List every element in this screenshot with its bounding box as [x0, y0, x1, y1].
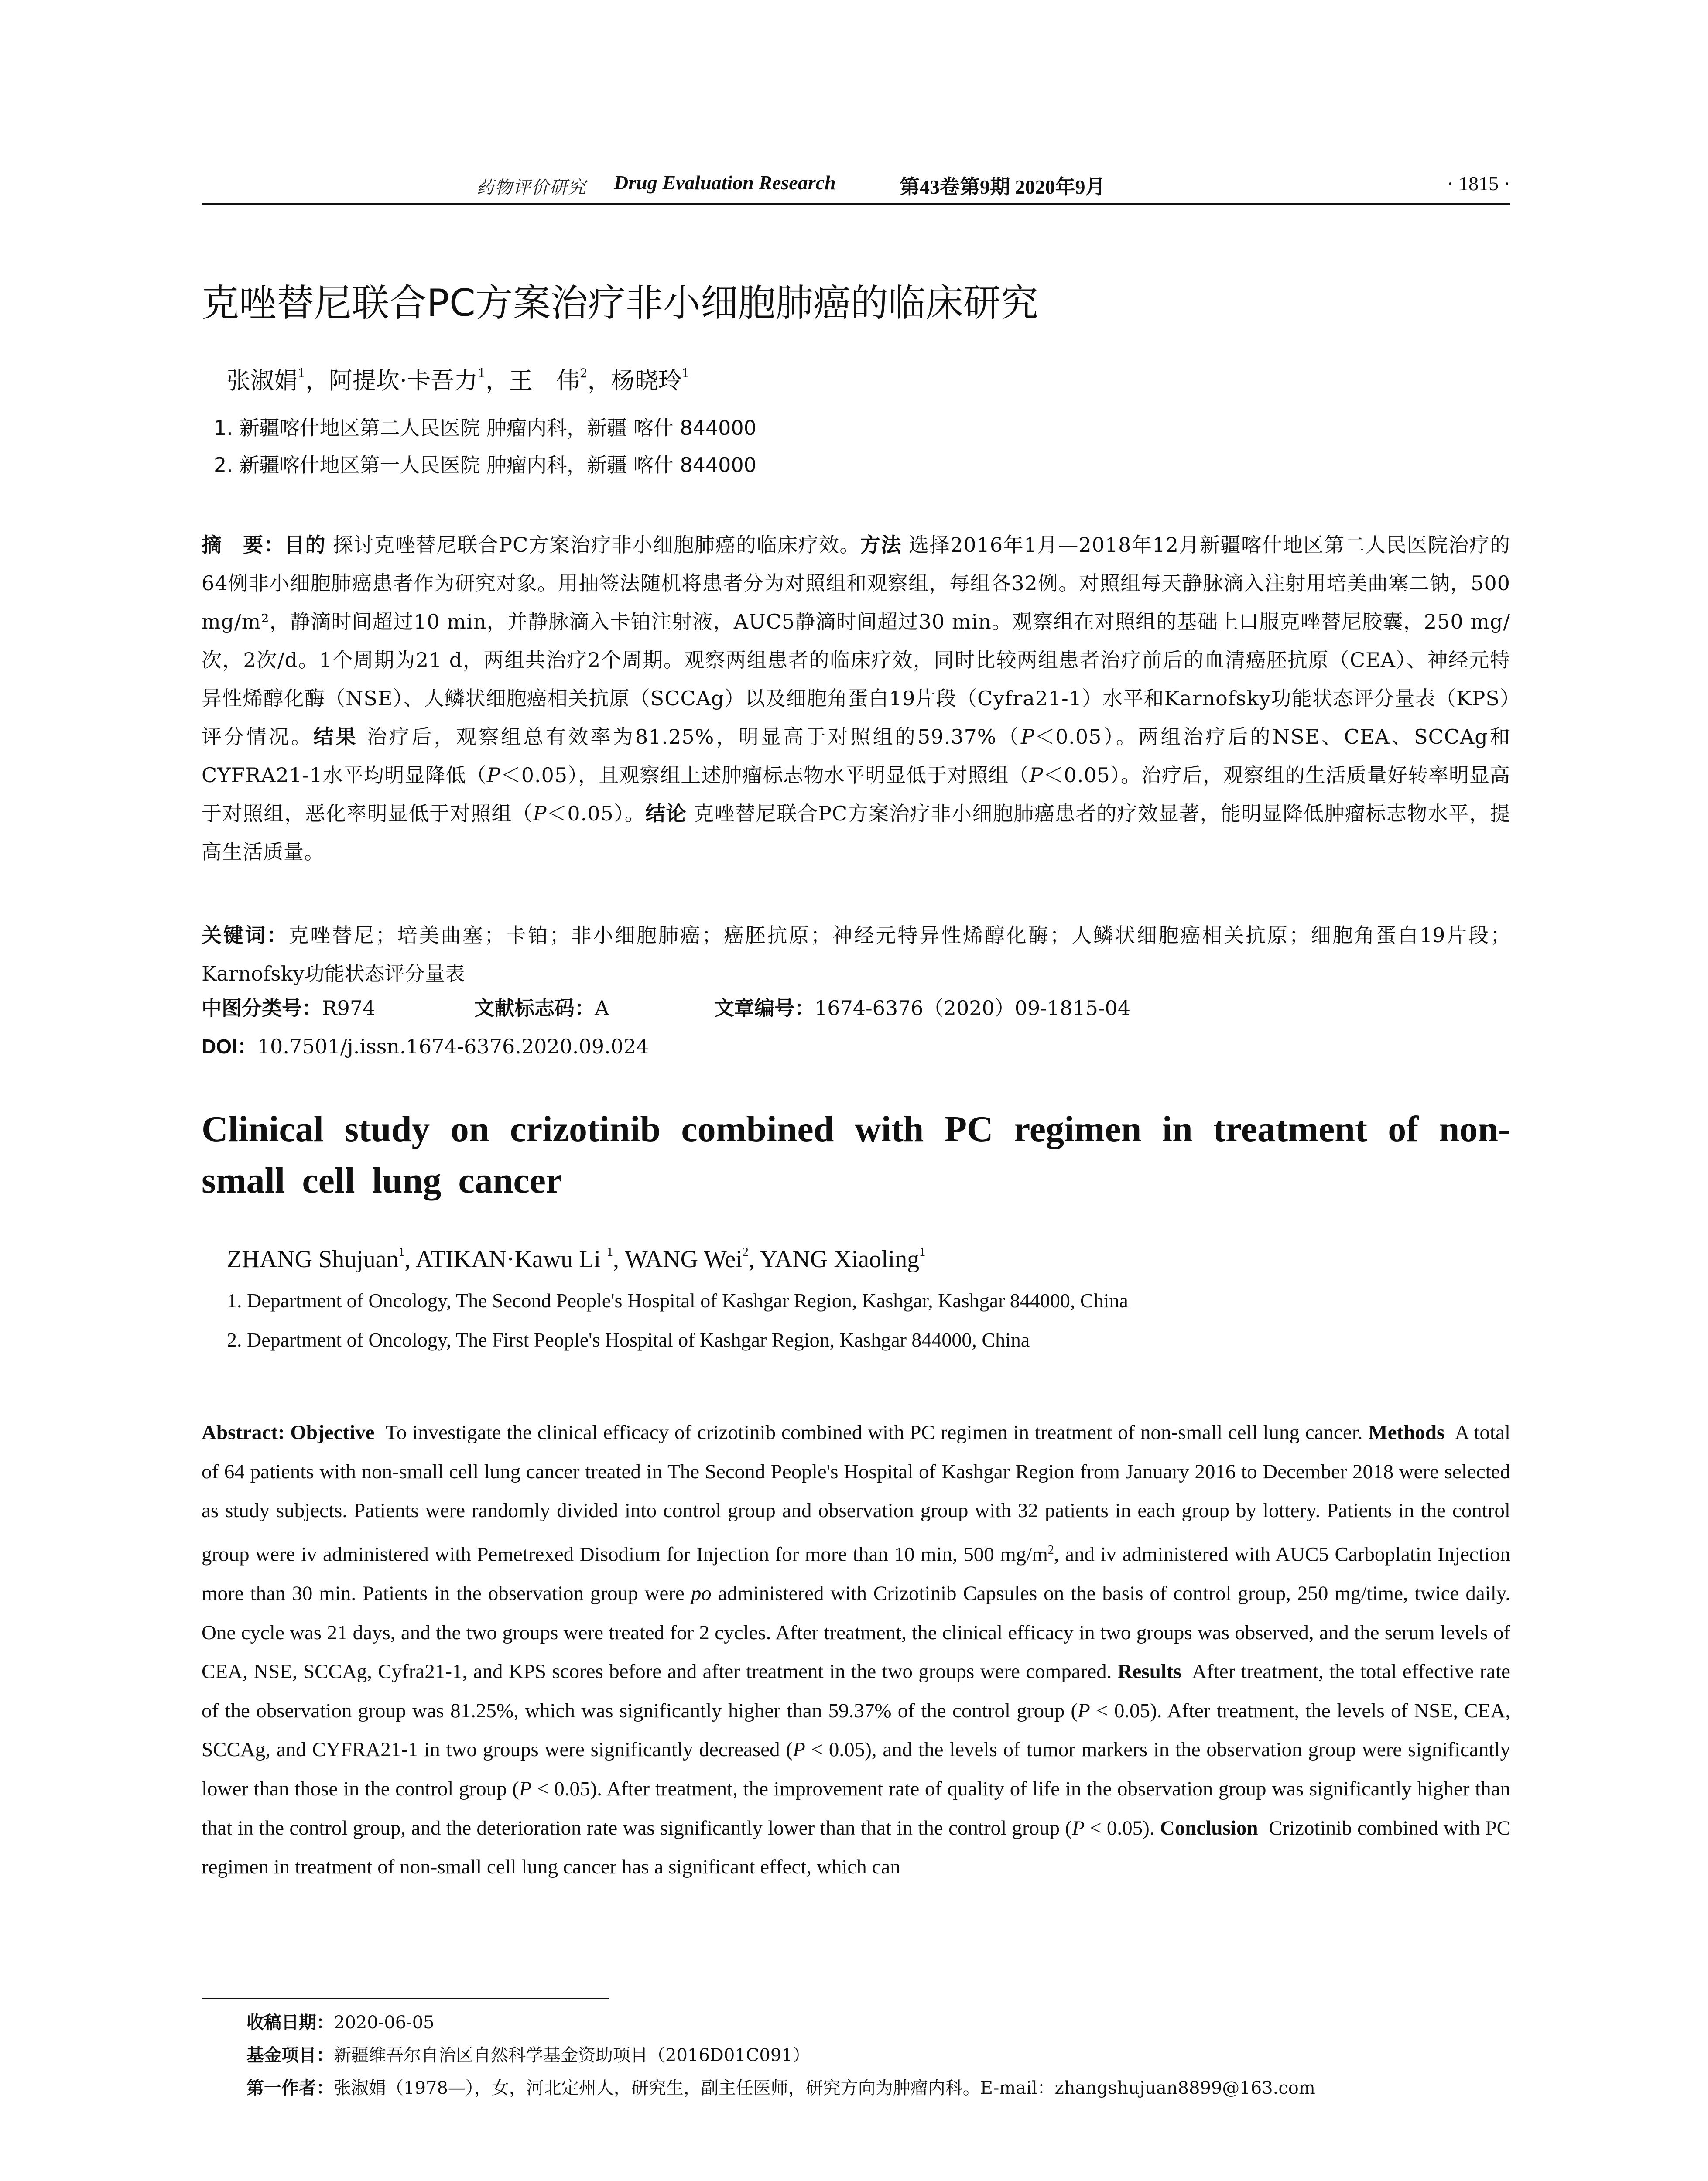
en-author-affil-mark: 1 — [919, 1245, 926, 1259]
en-author-affil-mark: 2 — [742, 1245, 749, 1259]
author-separator: , — [748, 1246, 760, 1273]
en-affiliation: 1. Department of Oncology, The Second People's Hospital of Kashgar Region, Kashgar, Kashgar 844000, China — [227, 1289, 1128, 1312]
footnote-fund — [246, 2041, 810, 2066]
footnote-received — [246, 2009, 435, 2034]
en-results-label: Results — [1117, 1660, 1181, 1683]
en-author: ZHANG Shujuan — [227, 1246, 399, 1273]
cn-keywords-label: 关键词： — [202, 923, 289, 947]
cn-affiliation: 2. 新疆喀什地区第一人民医院 肿瘤内科，新疆 喀什 844000 — [214, 453, 756, 477]
issue-info: 第43卷第9期 2020年9月 — [900, 176, 1106, 198]
cn-author: 王 伟 — [509, 367, 580, 394]
fund-value: 新疆维吾尔自治区自然科学基金资助项目（2016D01C091） — [334, 2045, 810, 2065]
en-abstract-label: Abstract: — [202, 1421, 285, 1444]
cn-title: 克唑替尼联合PC方案治疗非小细胞肺癌的临床研究 — [202, 281, 1038, 325]
cn-author-list: 张淑娟$^1$，阿提坎·卡吾力$^1$，王 伟$^2$，杨晓玲$^1$ — [227, 366, 690, 394]
en-results-text: < 0.05). — [1084, 1816, 1155, 1839]
class-number-label: 中图分类号： — [202, 996, 322, 1020]
first-author-value: 张淑娟（1978—），女，河北定州人，研究生，副主任医师，研究方向为肿瘤内科。E-mail：zhangshujuan8899@163.com — [334, 2078, 1315, 2098]
cn-author-affil-mark: 2 — [579, 366, 588, 380]
superscript: 2 — [1047, 1543, 1054, 1557]
first-author-label: 第一作者： — [246, 2078, 334, 2098]
running-header — [202, 171, 1510, 202]
author-separator: , — [613, 1246, 625, 1273]
cn-conclusion-label: 结论 — [645, 802, 687, 825]
cn-results-text: ＜0.05）。 — [547, 802, 646, 825]
cn-results-text: ＜0.05），且观察组上述肿瘤标志物水平明显低于对照组（ — [500, 763, 1030, 787]
classification-row — [202, 992, 1510, 1031]
p-value-symbol: P — [486, 763, 501, 787]
cn-abstract — [202, 526, 1510, 871]
author-separator: , — [404, 1246, 416, 1273]
p-value-symbol: P — [533, 802, 547, 825]
route-abbrev: po — [691, 1582, 712, 1605]
article-number — [714, 992, 1130, 1021]
cn-methods-text: 选择2016年1月—2018年12月新疆喀什地区第二人民医院治疗的64例非小细胞肺癌患者作为研究对象。用抽签法随机将患者分为对照组和观察组，每组各32例。对照组每天静脉滴入注射用培美曲塞二钠，500 mg/m²，静滴时间超过10 min，并静脉滴入卡铂注射液，AUC5静滴时间超过30 min。观察组在对照组的基础上口服克唑替尼胶囊，250 mg/次，2次/d。1个周期为21 d，两组共治疗2个周期。观察两组患者的临床疗效，同时比较两组患者治疗前后的血清癌胚抗原（CEA）、神经元特异性烯醇化酶（NSE）、人鳞状细胞癌相关抗原（SCCAg）以及细胞角蛋白19片段（Cyfra21-1）水平和Karnofsky功能状态评分量表（KPS）评分情况。 — [202, 533, 1511, 749]
en-author-list — [227, 1245, 925, 1273]
doi-label: DOI： — [202, 1035, 257, 1058]
cn-results-text: ＜0.05）。两组治疗后的NSE、CEA、SCCAg和CYFRA21-1水平均明显降低（ — [202, 725, 1511, 787]
en-results-text: < 0.05), and the levels of tumor markers in the observation group were significantly lower than those in the control group ( — [202, 1738, 1510, 1800]
cn-keywords — [202, 916, 1510, 993]
en-methods-text: administered with Crizotinib Capsules on the basis of control group, 250 mg/time, twice daily. One cycle was 21 days, and the two groups were treated for 2 cycles. After treatment, the clinical efficacy in two groups was observed, and the serum levels of CEA, NSE, SCCAg, Cyfra21-1, and KPS scores before and after treatment in the two groups were compared. — [202, 1582, 1511, 1683]
cn-conclusion-text: 克唑替尼联合PC方案治疗非小细胞肺癌患者的疗效显著，能明显降低肿瘤标志物水平，提高生活质量。 — [202, 802, 1511, 864]
header-rule — [202, 203, 1510, 205]
document-code-label: 文献标志码： — [474, 996, 595, 1020]
en-author: ATIKAN·Kawu Li — [415, 1246, 607, 1273]
fund-label: 基金项目： — [246, 2045, 334, 2065]
article-number-value: 1674-6376（2020）09-1815-04 — [815, 996, 1130, 1020]
en-author: WANG Wei — [625, 1246, 743, 1273]
en-results-text: After treatment, the total effective rate of the observation group was 81.25%, which was significantly higher than 59.37% of the control group ( — [202, 1660, 1511, 1722]
cn-author-affil-mark: 1 — [298, 366, 305, 380]
cn-keywords-text: 克唑替尼；培美曲塞；卡铂；非小细胞肺癌；癌胚抗原；神经元特异性烯醇化酶；人鳞状细胞癌相关抗原；细胞角蛋白19片段；Karnofsky功能状态评分量表 — [202, 923, 1510, 985]
cn-affiliation: 1. 新疆喀什地区第二人民医院 肿瘤内科，新疆 喀什 844000 — [214, 416, 756, 440]
cn-results-text: ＜0.05）。治疗后，观察组的生活质量好转率明显高于对照组，恶化率明显低于对照组（ — [202, 763, 1511, 825]
en-affiliation: 2. Department of Oncology, The First People's Hospital of Kashgar Region, Kashgar 844000, China — [227, 1329, 1030, 1351]
en-abstract — [202, 1413, 1510, 1887]
en-results-text: < 0.05). After treatment, the levels of NSE, CEA, SCCAg, and CYFRA21-1 in two groups were significantly decreased ( — [202, 1699, 1511, 1761]
journal-logo: 药物评价研究 — [476, 178, 586, 198]
p-value-symbol: P — [1078, 1699, 1090, 1722]
p-value-symbol: P — [1029, 763, 1044, 787]
en-methods-text: , and iv administered with AUC5 Carboplatin Injection more than 30 min. Patients in the observation group were — [202, 1543, 1510, 1605]
received-label: 收稿日期： — [246, 2013, 334, 2033]
document-code — [474, 992, 609, 1021]
cn-results-text: 治疗后，观察组总有效率为81.25%，明显高于对照组的59.37%（ — [366, 725, 1021, 749]
en-methods-label: Methods — [1368, 1421, 1445, 1444]
en-results-text: < 0.05). After treatment, the improvement rate of quality of life in the observation group was significantly higher than that in the control group, and the deterioration rate was significantly lower than that in the control group ( — [202, 1778, 1510, 1839]
en-conclusion-text: Crizotinib combined with PC regimen in treatment of non-small cell lung cancer has a significant effect, which can — [202, 1816, 1511, 1879]
received-value: 2020-06-05 — [334, 2013, 435, 2033]
cn-objective-text: 探讨克唑替尼联合PC方案治疗非小细胞肺癌的临床疗效。 — [333, 533, 860, 557]
article-number-label: 文章编号： — [714, 996, 815, 1020]
p-value-symbol: P — [1020, 725, 1035, 749]
cn-author-affil-mark: 1 — [681, 366, 690, 380]
en-author: YANG Xiaoling — [760, 1246, 920, 1273]
cn-results-label: 结果 — [313, 725, 358, 749]
cn-abstract-label: 摘 要： — [202, 533, 285, 557]
doi-value: 10.7501/j.issn.1674-6376.2020.09.024 — [257, 1035, 649, 1058]
class-number-value: R974 — [322, 996, 376, 1020]
p-value-symbol: P — [1072, 1816, 1085, 1839]
p-value-symbol: P — [519, 1778, 532, 1800]
en-author-affil-mark: 1 — [398, 1245, 405, 1259]
page-number: · 1815 · — [1447, 172, 1510, 195]
footnote-rule — [202, 1998, 609, 1999]
footnote-first-author — [246, 2074, 1315, 2099]
en-objective-label: Objective — [290, 1421, 375, 1444]
cn-author-affil-mark: 1 — [478, 366, 486, 380]
en-conclusion-label: Conclusion — [1160, 1816, 1258, 1839]
p-value-symbol: P — [793, 1738, 805, 1761]
cn-author: 杨晓玲 — [611, 367, 682, 394]
cn-author: 张淑娟 — [227, 367, 298, 394]
journal-name: Drug Evaluation Research — [614, 171, 836, 194]
doi-row — [202, 1031, 649, 1060]
en-objective-text: To investigate the clinical efficacy of crizotinib combined with PC regimen in treatment of non-small cell lung cancer. — [385, 1421, 1363, 1444]
class-number — [202, 992, 375, 1021]
en-methods-text: A total of 64 patients with non-small cell lung cancer treated in The Second People's Hospital of Kashgar Region from January 2016 to December 2018 were selected as study subjects. Patients were randomly divided into control group and observation group with 32 patients in each group by lottery. Patients in the control group were iv administered with Pemetrexed Disodium for Injection for more than 10 min, 500 mg/m — [202, 1421, 1511, 1566]
cn-author: 阿提坎·卡吾力 — [329, 367, 478, 394]
document-code-value: A — [595, 996, 609, 1020]
cn-objective-label: 目的 — [284, 533, 326, 557]
en-title: Clinical study on crizotinib combined with PC regimen in treatment of non-small cell lung cancer — [202, 1109, 1510, 1201]
cn-methods-label: 方法 — [860, 533, 902, 557]
en-author-affil-mark: 1 — [607, 1245, 613, 1259]
